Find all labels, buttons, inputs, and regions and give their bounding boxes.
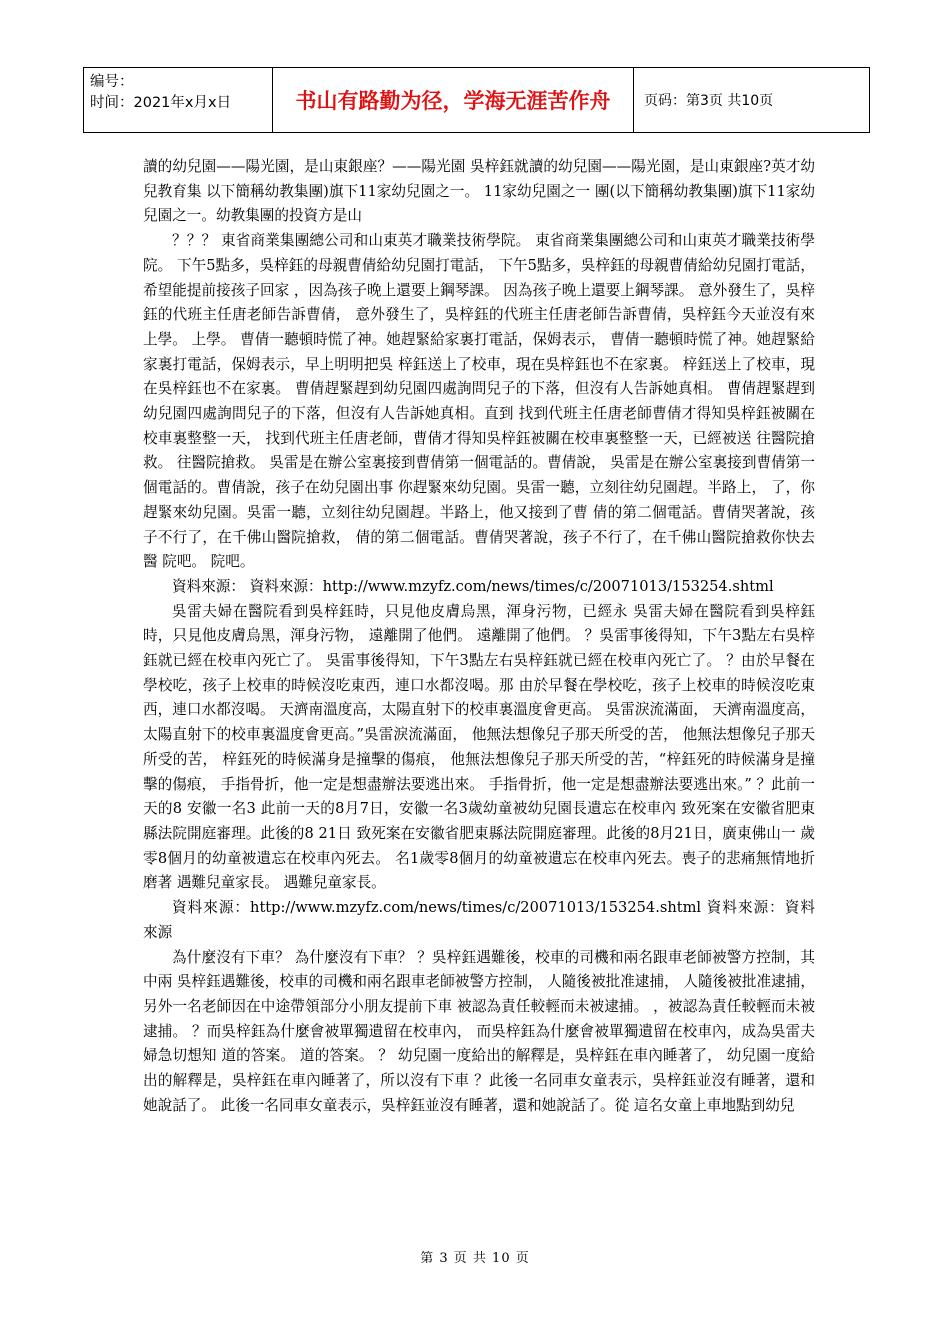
header-page-number: 页码：第3页 共10页: [644, 93, 774, 109]
header-info-cell: [84, 68, 273, 132]
page-header: [83, 67, 870, 133]
paragraph-4: 為什麼沒有下車？ 為什麼沒有下車？ ？吳梓鈺遇難後，校車的司機和兩名跟車老師被警方控制，其中兩 吳梓鈺遇難後，校車的司機和兩名跟車老師被警方控制， 人隨後被批准逮捕， 人隨後被批准逮捕，另外一名老師因在中途帶領部分小朋友提前下車 被認為責任較輕而未被逮捕。 ，被認為責任較輕而未被逮捕。 ？而吳梓鈺為什麼會被單獨遺留在校車內， 而吳梓鈺為什麼會被單獨遺留在校車內，成為吳雷夫婦急切想知 道的答案。 道的答案。 ？ 幼兒園一度給出的解釋是，吳梓鈺在車內睡著了， 幼兒園一度給出的解釋是，吳梓鈺在車內睡著了，所以沒有下車 ？此後一名同車女童表示，吳梓鈺並沒有睡著，還和她說話了。 此後一名同車女童表示，吳梓鈺並沒有睡著，還和她說話了。從 這名女童上車地點到幼兒: [143, 948, 815, 1114]
document-date-label: 时间：2021年x月x日: [90, 95, 232, 111]
paragraph-2: ？？？ 東省商業集團總公司和山東英才職業技術學院。 東省商業集團總公司和山東英才職業技術學院。 下午5點多，吳梓鈺的母親曹倩給幼兒園打電話， 下午5點多，吳梓鈺的母親曹倩給幼兒園打電話，希望能提前接孩子回家 ，因為孩子晚上還要上鋼琴課。 因為孩子晚上還要上鋼琴課。 意外發生了，吳梓鈺的代班主任唐老師告訴曹倩， 意外發生了，吳梓鈺的代班主任唐老師告訴曹倩，吳梓鈺今天並沒有來 上學。 上學。 曹倩一聽頓時慌了神。她趕緊給家裏打電話，保姆表示， 曹倩一聽頓時慌了神。她趕緊給家裏打電話，保姆表示，早上明明把吳 梓鈺送上了校車，現在吳梓鈺也不在家裏。 梓鈺送上了校車，現在吳梓鈺也不在家裏。 曹倩趕緊趕到幼兒園四處詢問兒子的下落，但沒有人告訴她真相。 曹倩趕緊趕到幼兒園四處詢問兒子的下落，但沒有人告訴她真相。直到 找到代班主任唐老師曹倩才得知吳梓鈺被關在校車裏整整一天， 找到代班主任唐老師，曹倩才得知吳梓鈺被關在校車裏整整一天，已經被送 往醫院搶救。 往醫院搶救。 吳雷是在辦公室裏接到曹倩第一個電話的。曹倩說， 吳雷是在辦公室裏接到曹倩第一個電話的。曹倩說，孩子在幼兒園出事 你趕緊來幼兒園。吳雷一聽，立刻往幼兒園趕。半路上， 了，你趕緊來幼兒園。吳雷一聽，立刻往幼兒園趕。半路上，他又接到了曹 倩的第二個電話。曹倩哭著說，孩子不行了，在千佛山醫院搶救， 倩的第二個電話。曹倩哭著說，孩子不行了，在千佛山醫院搶救你快去醫 院吧。 院吧。: [143, 232, 815, 571]
page-footer: 第 3 页 共 10 页: [420, 1251, 530, 1266]
source-citation-1: 資料來源： 資料來源：http://www.mzyfz.com/news/times/c/20071013/153254.shtml: [172, 577, 774, 595]
paragraph-1: 讀的幼兒園——陽光園，是山東銀座？——陽光園 吳梓鈺就讀的幼兒園——陽光園，是山東銀座?英才幼兒教育集 以下簡稱幼教集團)旗下11家幼兒園之一。 11家幼兒園之一 團(以下簡稱幼教集團)旗下11家幼兒園之一。幼教集團的投資方是山: [143, 158, 815, 225]
document-number-label: 编号：: [90, 74, 134, 90]
header-motto: 书山有路勤为径，学海无涯苦作舟: [273, 68, 634, 132]
paragraph-3: 吳雷夫婦在醫院看到吳梓鈺時，只見他皮膚烏黑，渾身污物，已經永 吳雷夫婦在醫院看到吳梓鈺時，只見他皮膚烏黑，渾身污物， 遠離開了他們。 遠離開了他們。 ？吳雷事後得知，下午3點左右吳梓鈺就已經在校車內死亡了。 吳雷事後得知，下午3點左右吳梓鈺就已經在校車內死亡了。 ？由於早餐在學校吃，孩子上校車的時候沒吃東西，連口水都沒喝。那 由於早餐在學校吃，孩子上校車的時候沒吃東西，連口水都沒喝。 天濟南溫度高，太陽直射下的校車裏溫度會更高。 吳雷淚流滿面， 天濟南溫度高，太陽直射下的校車裏溫度會更高。”吳雷淚流滿面， 他無法想像兒子那天所受的苦， 他無法想像兒子那天所受的苦， 梓鈺死的時候滿身是撞擊的傷痕， 他無法想像兒子那天所受的苦，“梓鈺死的時候滿身是撞擊的傷痕， 手指骨折，他一定是想盡辦法要逃出來。 手指骨折，他一定是想盡辦法要逃出來。” ？此前一天的8 安徽一名3 此前一天的8月7日，安徽一名3歲幼童被幼兒園長遺忘在校車內 致死案在安徽省肥東縣法院開庭審理。此後的8 21日 致死案在安徽省肥東縣法院開庭審理。此後的8月21日，廣東佛山一 歲零8個月的幼童被遺忘在校車內死去。 名1歲零8個月的幼童被遺忘在校車內死去。喪子的悲痛無情地折磨著 遇難兒童家長。 遇難兒童家長。: [143, 602, 815, 892]
document-body: [143, 155, 815, 1118]
source-citation-2: 資料來源：http://www.mzyfz.com/news/times/c/20071013/153254.shtml 資料來源：資料來源: [143, 899, 815, 941]
